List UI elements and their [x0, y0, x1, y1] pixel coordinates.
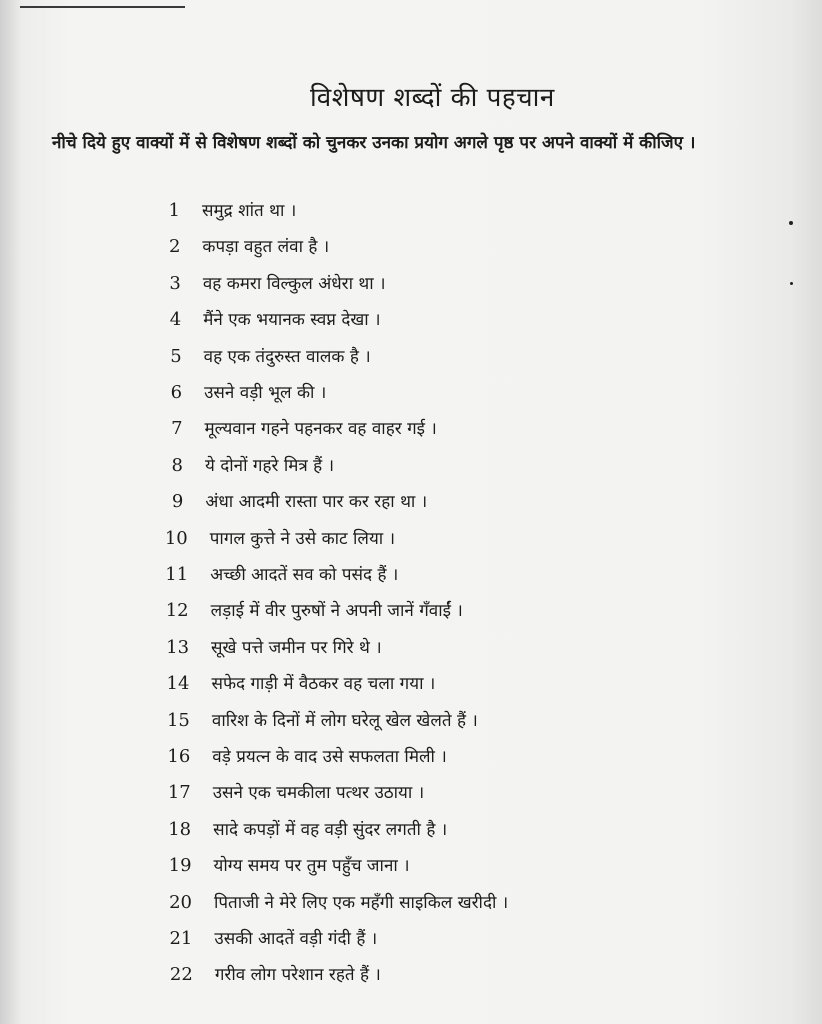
list-item [152, 380, 326, 410]
sentence-text: ये दोनों गहरे मित्र हैं । [204, 455, 335, 476]
sentence-number: 19 [168, 855, 192, 877]
list-item [152, 344, 371, 374]
list-item [158, 562, 398, 592]
sentence-number: 5 [170, 345, 182, 367]
sentence-number: 3 [169, 272, 181, 294]
sentence-text: कपड़ा वहुत लंवा है । [202, 237, 330, 258]
sentence-text: मूल्यवान गहने पहनकर वह वाहर गई । [204, 419, 437, 440]
sentence-number: 14 [166, 673, 190, 695]
sentence-text: सफेद गाड़ी में वैठकर वह चला गया । [211, 674, 436, 695]
page-title: विशेषण शब्दों की पहचान [310, 83, 555, 113]
list-item [162, 926, 377, 956]
sentence-text: उसने वड़ी भूल की । [204, 383, 327, 403]
list-item [163, 962, 381, 992]
list-item [161, 817, 447, 847]
list-item [153, 453, 334, 483]
sentence-number: 17 [167, 782, 191, 804]
list-item [153, 489, 427, 519]
sentence-text: उसकी आदतें वड़ी गंदी हैं । [214, 929, 378, 949]
sentence-text: वह एक तंदुरुस्त वालक है । [203, 346, 371, 367]
sentence-text: वह कमरा विल्कुल अंधेरा था । [202, 273, 386, 294]
sentence-text: समुद्र शांत था । [202, 201, 297, 221]
sentence-number: 20 [169, 891, 192, 913]
list-item [150, 234, 329, 264]
speck-mark [790, 282, 793, 285]
sentence-text: पागल कुत्ते ने उसे काट लिया । [209, 528, 396, 549]
sentence-number: 10 [164, 527, 188, 549]
list-item [161, 780, 424, 810]
sentence-number: 15 [166, 709, 190, 731]
sentence-text: लड़ाई में वीर पुरुषों ने अपनी जानें गँवाईं । [210, 601, 463, 622]
sentence-number: 1 [168, 200, 180, 221]
list-item [159, 635, 382, 665]
sentence-number: 18 [168, 818, 192, 840]
sentence-number: 16 [167, 746, 191, 767]
list-item [153, 416, 437, 446]
sentence-text: अंधा आदमी रास्ता पार कर रहा था । [205, 492, 428, 513]
list-item [162, 890, 508, 920]
sentence-text: सूखे पत्ते जमीन पर गिरे थे । [211, 637, 382, 658]
sentence-text: उसने एक चमकीला पत्थर उठाया । [212, 783, 425, 804]
sentence-text: वारिश के दिनों में लोग घरेलू खेल खेलते हैं । [211, 710, 478, 731]
sentence-text: सादे कपड़ों में वह वड़ी सुंदर लगती है । [213, 819, 448, 840]
list-item [159, 671, 435, 701]
list-item [150, 198, 296, 228]
list-item [158, 526, 395, 556]
instruction-text: नीचे दिये हुए वाक्यों में से विशेषण शब्दों को चुनकर उनका प्रयोग अगले पृष्ठ पर अपने वाक्यों में कीजिए । [52, 133, 696, 153]
list-item [162, 853, 410, 883]
sentence-number: 6 [170, 382, 183, 403]
sentence-text: मैंने एक भयानक स्वप्न देखा । [203, 310, 381, 331]
list-item [151, 307, 380, 337]
sentence-text: गरीव लोग परेशान रहते हैं । [214, 965, 381, 986]
sentence-number: 22 [169, 964, 193, 986]
sentence-number: 9 [171, 491, 184, 513]
sentence-number: 8 [171, 454, 183, 476]
sentence-number: 2 [168, 236, 181, 258]
sentence-text: अच्छी आदतें सव को पसंद हैं । [210, 565, 399, 585]
sentence-number: 13 [166, 636, 190, 658]
sentence-number: 7 [171, 418, 183, 440]
speck-mark [789, 221, 793, 225]
sentence-number: 12 [165, 600, 189, 622]
sentence-text: पिताजी ने मेरे लिए एक महँगी साइकिल खरीदी । [213, 892, 509, 913]
sentence-number: 21 [169, 928, 193, 949]
sentence-number: 11 [165, 564, 189, 585]
list-item [159, 598, 463, 628]
list-item [160, 744, 446, 774]
sentence-number: 4 [169, 309, 182, 331]
list-item [160, 708, 478, 738]
sentence-text: वड़े प्रयत्न के वाद उसे सफलता मिली । [212, 747, 447, 767]
top-rule-divider [20, 6, 185, 8]
list-item [151, 271, 386, 301]
sentence-text: योग्य समय पर तुम पहुँच जाना । [213, 856, 410, 877]
